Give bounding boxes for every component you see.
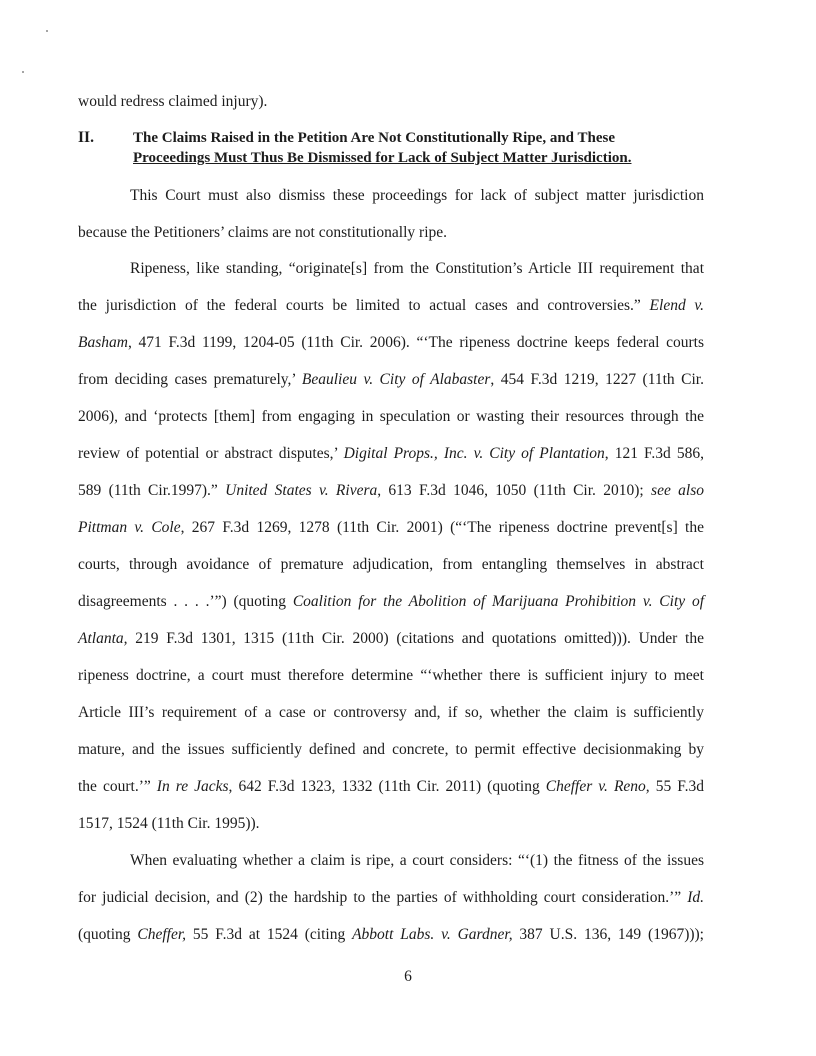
body-line: When evaluating whether a claim is ripe, a court considers: “‘(1) the fitness of the issues	[130, 852, 704, 869]
section-heading-line: The Claims Raised in the Petition Are Not Constitutionally Ripe, and These	[133, 130, 615, 146]
case-citation: Atlanta,	[78, 630, 128, 647]
text-run: 55 F.3d at 1524 (citing	[186, 926, 346, 943]
body-line	[78, 518, 704, 538]
body-line	[78, 370, 704, 390]
text-run: , 642 F.3d 1323, 1332 (11th Cir. 2011) (quoting	[228, 778, 540, 795]
case-citation: Beaulieu v. City of Alabaster	[301, 371, 491, 388]
case-citation: Coalition for the Abolition of Marijuana Prohibition v. City of	[292, 593, 705, 610]
case-citation: Pittman v. Cole	[78, 519, 181, 536]
body-line	[78, 444, 704, 464]
text-run: 219 F.3d 1301, 1315 (11th Cir. 2000) (citations and quotations omitted))). Under the	[127, 630, 704, 647]
intro-line: would redress claimed injury).	[78, 93, 268, 110]
body-line	[78, 481, 704, 501]
text-run: from deciding cases prematurely,’	[78, 371, 296, 388]
case-citation: In re Jacks	[156, 778, 229, 795]
text-run: , 121 F.3d 586,	[604, 445, 704, 462]
case-citation: Cheffer v. Reno,	[545, 778, 650, 795]
body-line: 2006), and ‘protects [them] from engaging in speculation or wasting their resources through the	[78, 408, 704, 425]
text-run: 387 U.S. 136, 149 (1967)));	[512, 926, 704, 943]
body-line: ripeness doctrine, a court must therefore determine “‘whether there is sufficient injury to meet	[78, 667, 704, 684]
text-run: the jurisdiction of the federal courts be limited to actual cases and controversies.”	[78, 297, 641, 314]
body-line: because the Petitioners’ claims are not constitutionally ripe.	[78, 224, 448, 241]
case-citation: United States v. Rivera	[225, 482, 378, 499]
body-line: Article III’s requirement of a case or controversy and, if so, whether the claim is sufficiently	[78, 704, 704, 721]
text-run: review of potential or abstract disputes,’	[78, 445, 338, 462]
body-line: Ripeness, like standing, “originate[s] from the Constitution’s Article III requirement that	[130, 260, 704, 277]
scan-speck	[46, 30, 48, 32]
text-run: 55 F.3d	[649, 778, 705, 795]
text-run: , 454 F.3d 1219, 1227 (11th Cir.	[490, 371, 704, 388]
section-heading	[133, 128, 693, 168]
case-citation: Basham	[78, 334, 128, 351]
text-run: , 613 F.3d 1046, 1050 (11th Cir. 2010);	[377, 482, 644, 499]
case-citation: Cheffer,	[137, 926, 187, 943]
section-heading-line: Proceedings Must Thus Be Dismissed for Lack of Subject Matter Jurisdiction.	[133, 150, 632, 166]
text-run: 589 (11th Cir.1997).”	[78, 482, 218, 499]
body-line	[78, 333, 704, 353]
case-citation: Id.	[687, 889, 705, 906]
text-run: the court.’”	[78, 778, 151, 795]
scan-speck	[22, 71, 24, 73]
text-run: for judicial decision, and (2) the hardship to the parties of withholding court consideration.’”	[78, 889, 682, 906]
body-line: 1517, 1524 (11th Cir. 1995)).	[78, 815, 260, 832]
case-citation: Abbott Labs. v. Gardner,	[352, 926, 513, 943]
text-run: disagreements . . . .’”) (quoting	[78, 593, 287, 610]
case-citation: Digital Props., Inc. v. City of Plantation	[343, 445, 605, 462]
body-line: This Court must also dismiss these proceedings for lack of subject matter jurisdiction	[130, 187, 704, 204]
signal-word: see also	[651, 482, 704, 499]
body-line	[78, 888, 704, 908]
body-line	[78, 777, 704, 797]
text-run: , 471 F.3d 1199, 1204-05 (11th Cir. 2006). “‘The ripeness doctrine keeps federal courts	[127, 334, 704, 351]
body-line: courts, through avoidance of premature adjudication, from entangling themselves in abstract	[78, 556, 704, 573]
case-citation: Elend v.	[649, 297, 705, 314]
body-line: mature, and the issues sufficiently defined and concrete, to permit effective decisionmaking by	[78, 741, 704, 758]
page-number: 6	[404, 968, 412, 985]
text-run: , 267 F.3d 1269, 1278 (11th Cir. 2001) (“‘The ripeness doctrine prevent[s] the	[180, 519, 704, 536]
text-run: (quoting	[78, 926, 131, 943]
body-line	[78, 925, 704, 945]
body-line	[78, 592, 704, 612]
section-number: II.	[78, 129, 94, 146]
body-line	[78, 629, 704, 649]
body-line	[78, 296, 704, 316]
